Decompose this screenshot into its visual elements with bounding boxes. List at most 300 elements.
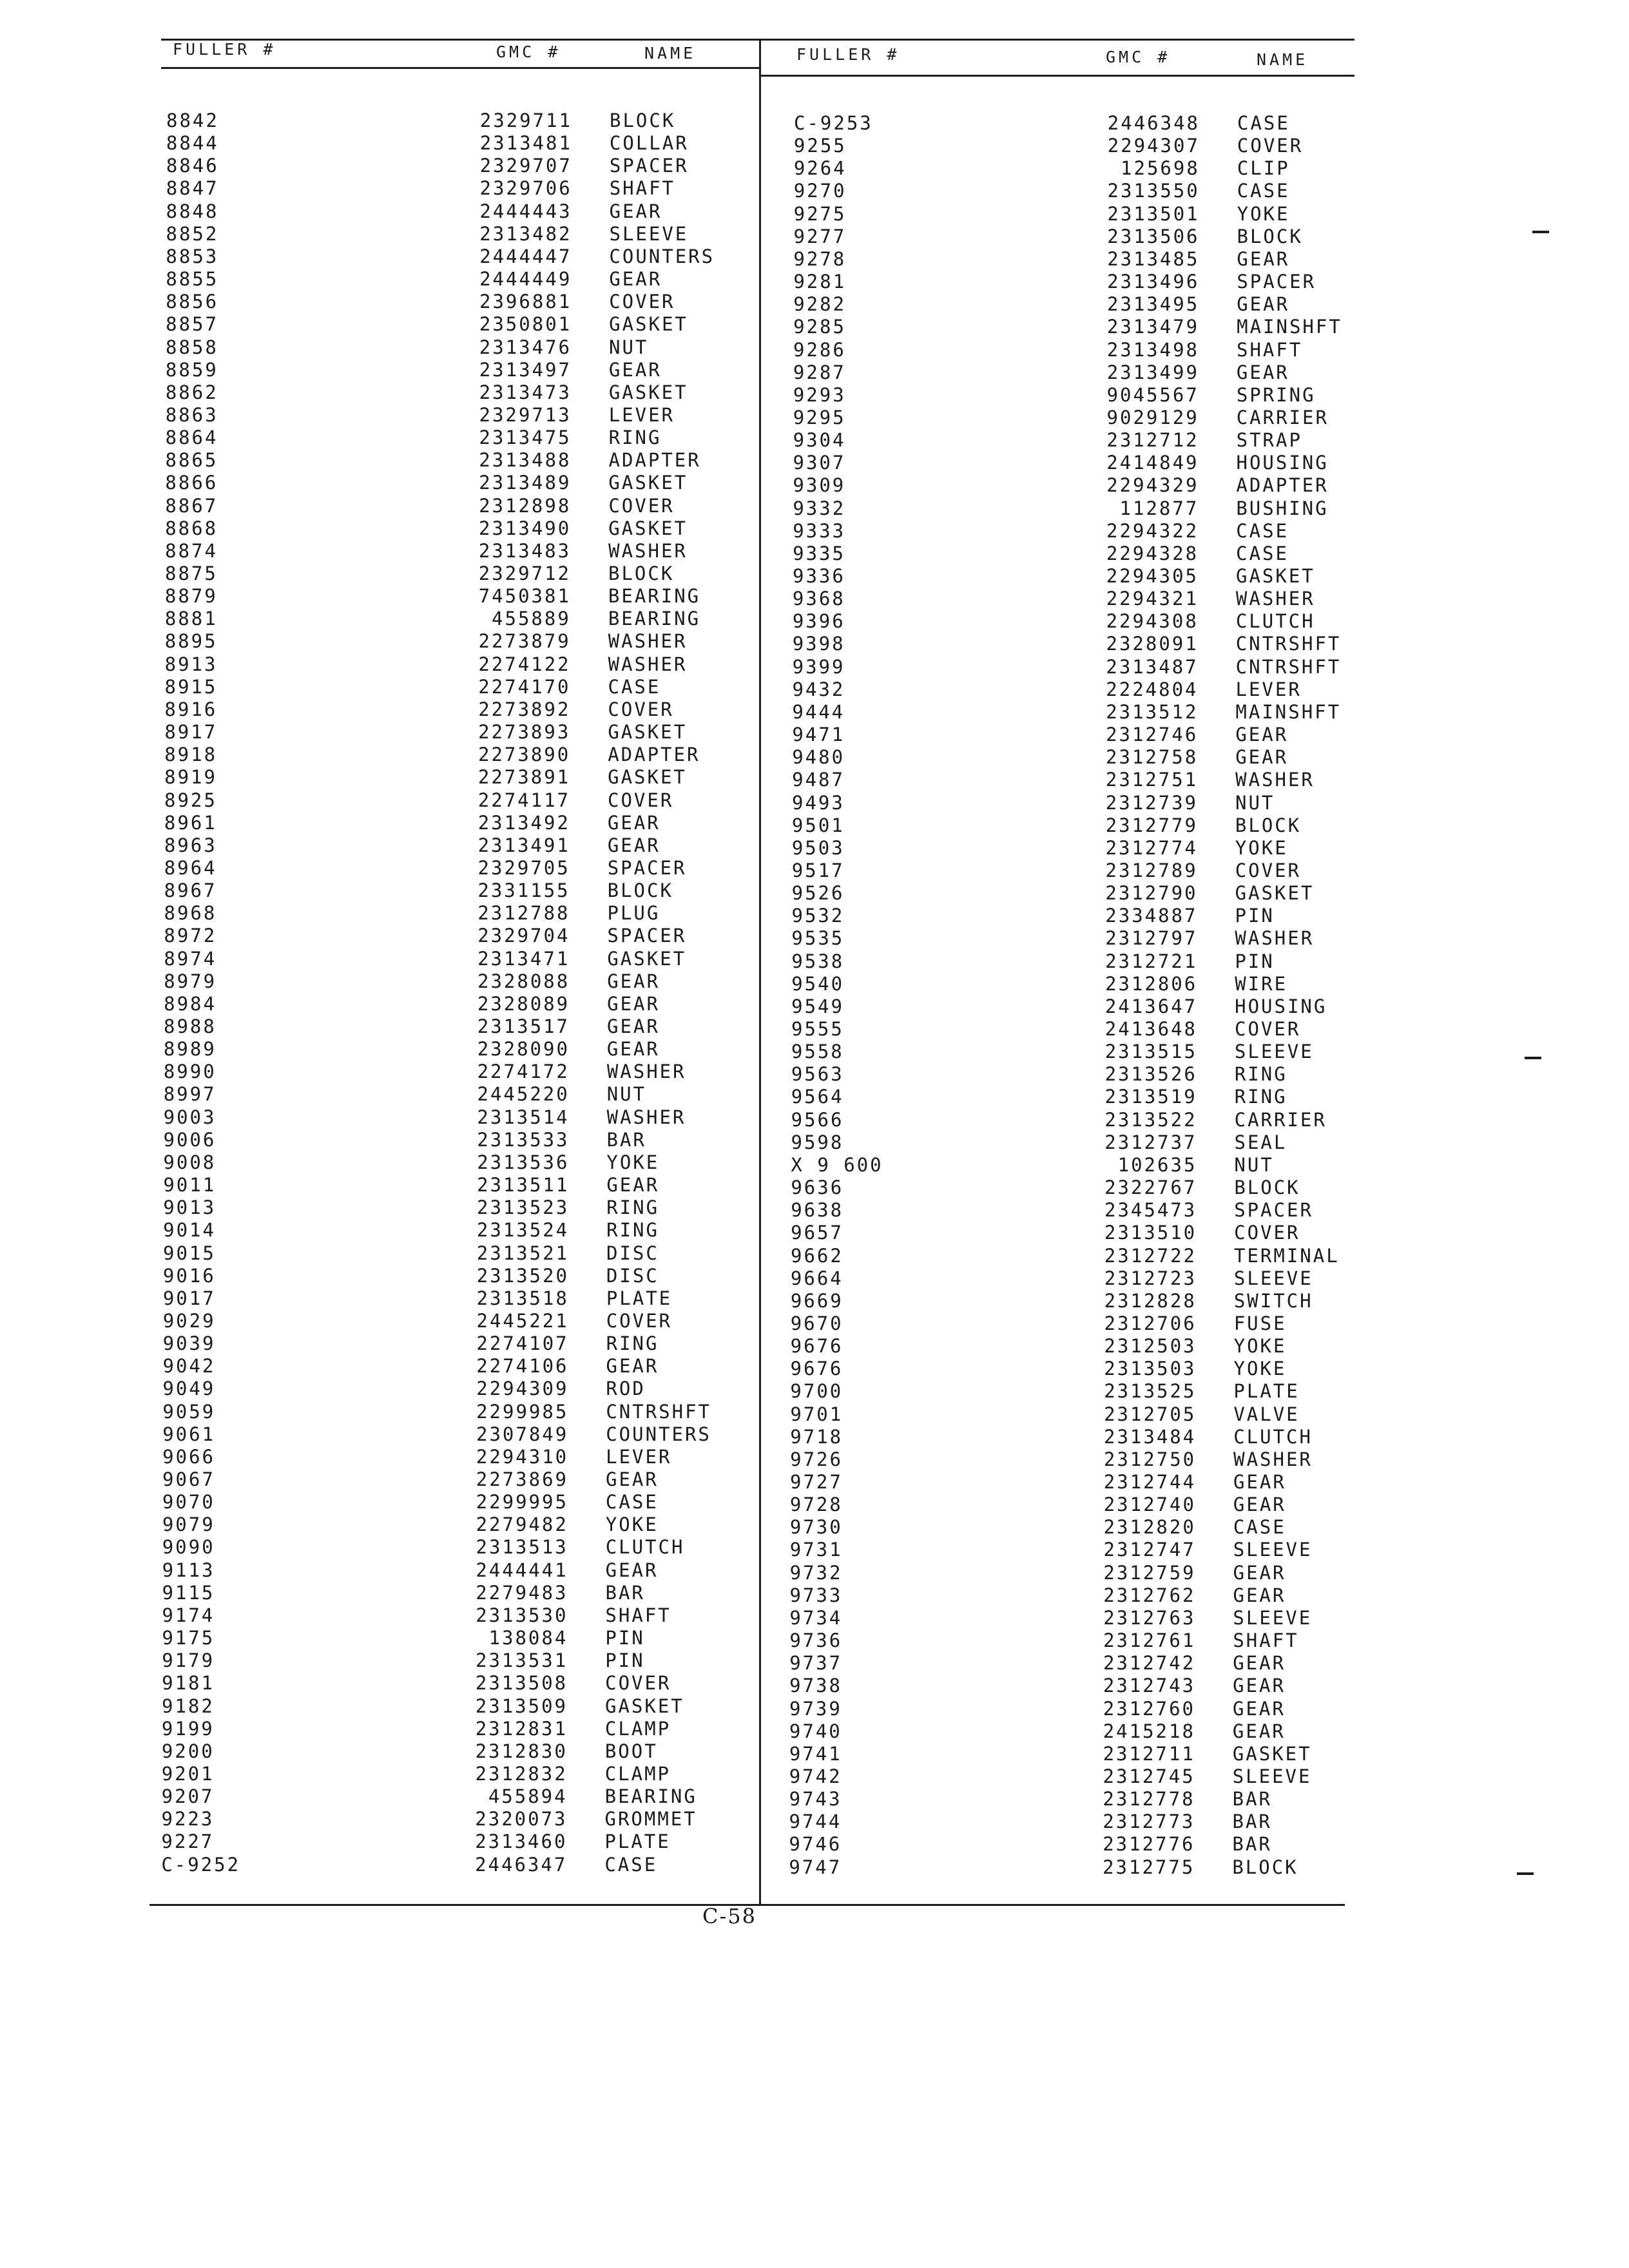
gmc-cell: 2313521 [476,1242,569,1264]
name-cell: VALVE [1233,1403,1300,1425]
name-cell: WASHER [1235,588,1315,610]
name-cell: CASE [608,675,661,698]
fuller-cell: 9061 [162,1423,216,1445]
gmc-cell: 2312761 [1103,1629,1196,1652]
name-cell: CLAMP [604,1717,671,1740]
name-cell: NUT [606,1083,647,1106]
name-cell: GASKET [608,721,688,744]
gmc-cell: 2313483 [478,539,572,562]
fuller-cell: 8868 [165,517,218,539]
fuller-cell: 8961 [164,811,217,834]
gmc-cell: 2294308 [1106,610,1199,633]
name-cell: CASE [1237,112,1290,134]
gmc-cell: 2279482 [476,1514,568,1536]
name-cell: GEAR [1235,724,1289,746]
name-cell: BAR [1232,1788,1272,1811]
gmc-cell: 2312898 [479,494,572,517]
name-cell: GEAR [606,1174,660,1196]
fuller-cell: 8875 [165,562,218,584]
fuller-cell: 8968 [164,902,217,925]
name-cell: BUSHING [1236,497,1329,519]
name-cell: SHAFT [609,177,676,200]
name-cell: ADAPTER [608,744,700,766]
fuller-cell: 9287 [793,361,846,383]
gmc-cell: 2312763 [1103,1606,1196,1629]
fuller-cell: 9598 [791,1131,844,1153]
gmc-cell: 2294309 [476,1378,569,1400]
gmc-cell: 2329704 [477,925,570,947]
gmc-cell: 2312712 [1106,429,1199,452]
gmc-cell: 2312744 [1103,1471,1196,1493]
gmc-cell: 2312759 [1103,1561,1196,1584]
fuller-cell: 9015 [163,1242,216,1264]
name-cell: GEAR [1233,1675,1286,1697]
fuller-cell: 9532 [791,905,845,927]
gmc-cell: 2345473 [1104,1199,1197,1222]
gmc-cell: 2313522 [1104,1108,1197,1131]
gmc-cell: 2274107 [476,1332,569,1355]
fuller-cell: 8858 [166,336,218,358]
fuller-cell: 9396 [792,610,845,633]
gmc-cell: 2313475 [479,427,572,449]
gmc-cell: 2273891 [477,766,571,789]
name-cell: GASKET [607,947,687,970]
fuller-cell: 8913 [164,653,218,675]
name-cell: COVER [608,698,674,720]
name-cell: CLIP [1237,157,1290,180]
fuller-cell: 9493 [792,791,845,814]
fuller-cell: 9558 [791,1041,844,1063]
fuller-cell: 9008 [163,1151,217,1173]
name-cell: WASHER [608,630,688,653]
gmc-cell: 2313523 [476,1196,570,1219]
fuller-cell: 9503 [791,836,845,859]
fuller-cell: 9743 [789,1788,842,1811]
fuller-cell: 9017 [162,1287,216,1309]
gmc-cell: 2299995 [476,1491,568,1514]
gmc-cell: 2445221 [476,1309,569,1332]
gmc-cell: 2273892 [478,698,571,720]
gmc-cell: 2328090 [477,1038,570,1061]
name-cell: CLUTCH [1235,610,1315,633]
gmc-cell: 2312743 [1103,1675,1196,1697]
fuller-cell: C-9252 [161,1853,241,1876]
gmc-cell: 2313530 [476,1604,568,1626]
gmc-cell: 2313508 [475,1672,568,1695]
fuller-cell: 9501 [791,814,845,836]
fuller-cell: 9733 [789,1584,843,1606]
fuller-cell: 8846 [166,155,219,177]
fuller-cell: 8967 [164,879,217,902]
name-cell: GEAR [1233,1471,1286,1493]
gmc-cell: 2312778 [1103,1788,1195,1811]
gmc-cell: 455894 [488,1785,568,1808]
name-cell: YOKE [605,1514,659,1536]
gmc-cell: 2312774 [1105,836,1198,859]
gmc-cell: 2328091 [1106,633,1199,655]
gmc-cell: 2294329 [1106,474,1199,497]
fuller-cell: 9042 [162,1355,216,1378]
name-cell: YOKE [1233,1358,1287,1380]
fuller-cell: 9727 [790,1471,843,1493]
gmc-cell: 2313524 [476,1219,570,1242]
gmc-cell: 2294310 [476,1445,569,1468]
column-divider [759,39,761,1904]
fuller-cell: 9638 [791,1199,844,1222]
fuller-cell: 9207 [161,1785,215,1808]
gmc-cell: 2294328 [1106,542,1199,564]
name-cell: PIN [605,1627,645,1649]
gmc-cell: 102635 [1117,1153,1197,1176]
name-cell: PIN [1235,950,1275,972]
gmc-cell: 2273893 [478,721,571,744]
gmc-cell: 2313506 [1107,225,1200,247]
fuller-cell: 9636 [791,1177,844,1199]
margin-mark [1517,1872,1534,1875]
gmc-cell: 2312806 [1104,972,1198,995]
fuller-cell: 8917 [164,721,218,744]
gmc-cell: 2294307 [1107,135,1200,157]
name-cell: WASHER [608,653,688,675]
left-header-gmc: GMC # [496,43,561,61]
gmc-cell: 2313484 [1103,1425,1197,1448]
name-cell: GASKET [1235,882,1315,905]
gmc-cell: 2294321 [1106,588,1199,610]
header-rule-right [760,75,1354,77]
gmc-cell: 2313481 [479,132,572,155]
gmc-cell: 2294305 [1106,565,1199,587]
name-cell: CNTRSHFT [1235,633,1342,655]
name-cell: SLEEVE [609,222,689,245]
name-cell: GEAR [607,811,660,834]
name-cell: CASE [1237,180,1290,202]
gmc-cell: 2313510 [1104,1222,1197,1244]
fuller-cell: 9179 [162,1649,215,1672]
name-cell: DISC [606,1264,659,1287]
name-cell: YOKE [1233,1335,1287,1358]
gmc-cell: 2312705 [1104,1403,1197,1425]
fuller-cell: 9011 [163,1174,217,1196]
name-cell: RING [1234,1063,1287,1086]
name-cell: CLUTCH [605,1536,685,1559]
page-number: C-58 [702,1904,757,1928]
name-cell: YOKE [1235,836,1288,859]
fuller-cell: 9175 [162,1627,215,1649]
fuller-cell: 8865 [165,449,218,472]
fuller-cell: 8867 [165,494,218,517]
top-rule [161,39,1354,41]
name-cell: SLEEVE [1234,1041,1314,1063]
gmc-cell: 2313550 [1107,180,1200,202]
fuller-cell: 9029 [162,1309,216,1332]
name-cell: GEAR [1233,1584,1286,1606]
fuller-cell: 9059 [162,1400,216,1423]
name-cell: BLOCK [610,110,676,131]
name-cell: BEARING [604,1785,697,1808]
gmc-cell: 2274117 [477,789,570,811]
fuller-cell: 9746 [789,1833,842,1856]
name-cell: RING [606,1196,660,1219]
gmc-cell: 2312722 [1104,1244,1197,1267]
gmc-cell: 2312503 [1104,1335,1197,1358]
margin-mark [1532,231,1549,233]
fuller-cell: 9718 [790,1425,843,1448]
name-cell: GASKET [608,766,687,789]
gmc-cell: 2312746 [1106,724,1199,746]
fuller-cell: 9670 [790,1312,843,1334]
gmc-cell: 2313492 [477,811,570,834]
gmc-cell: 2313526 [1104,1063,1197,1086]
fuller-cell: 9444 [792,700,845,723]
gmc-cell: 2329707 [479,155,572,177]
gmc-cell: 2273879 [478,630,571,653]
name-cell: BLOCK [1237,225,1303,247]
name-cell: GEAR [608,358,662,381]
name-cell: PLATE [606,1287,673,1309]
gmc-cell: 2413647 [1104,995,1198,1017]
name-cell: SLEEVE [1233,1539,1313,1561]
name-cell: SLEEVE [1232,1765,1312,1787]
fuller-cell: 9739 [789,1697,842,1720]
fuller-cell: 9563 [791,1063,844,1086]
fuller-cell: 9487 [792,769,845,791]
fuller-cell: 8916 [164,698,218,720]
gmc-cell: 2328088 [477,970,570,992]
gmc-cell: 2312739 [1105,791,1198,814]
name-cell: SPRING [1236,383,1316,406]
name-cell: BOOT [604,1740,658,1762]
gmc-cell: 2312775 [1103,1856,1195,1878]
name-cell: COVER [608,789,674,811]
gmc-cell: 2329705 [477,856,570,879]
fuller-cell: 9174 [162,1604,215,1626]
name-cell: GEAR [1233,1561,1286,1584]
name-cell: GEAR [1237,247,1290,270]
name-cell: RING [606,1332,659,1355]
name-cell: GEAR [607,970,660,992]
name-cell: RING [606,1219,659,1242]
gmc-cell: 2322767 [1104,1177,1197,1199]
gmc-cell: 138084 [488,1627,568,1649]
fuller-cell: 9014 [163,1219,216,1242]
name-cell: GEAR [1236,361,1289,383]
fuller-cell: 8859 [165,358,218,381]
gmc-cell: 2313515 [1104,1041,1197,1063]
left-header-fuller: FULLER # [173,40,276,59]
fuller-cell: 9079 [162,1514,215,1536]
name-cell: GEAR [609,200,662,222]
fuller-cell: 9278 [793,247,847,270]
gmc-cell: 2313525 [1104,1380,1197,1403]
name-cell: SPACER [1234,1199,1313,1222]
name-cell: CARRIER [1234,1108,1327,1131]
fuller-cell: 9336 [793,565,845,587]
name-cell: HOUSING [1236,452,1329,474]
name-cell: NUT [1235,791,1275,814]
name-cell: COVER [605,1672,671,1695]
gmc-cell: 2299985 [476,1400,569,1423]
fuller-cell: 9535 [791,927,845,950]
fuller-cell: 9090 [162,1536,215,1559]
fuller-cell: 8874 [165,539,218,562]
name-cell: MAINSHFT [1237,316,1342,338]
gmc-cell: 2313503 [1104,1358,1197,1380]
fuller-cell: C-9253 [794,112,873,134]
fuller-cell: 9006 [163,1128,217,1151]
gmc-cell: 2312832 [475,1762,568,1785]
gmc-cell: 2312723 [1104,1267,1197,1289]
fuller-cell: 9399 [792,655,845,678]
fuller-cell: 8853 [166,245,219,267]
name-cell: GASKET [609,313,688,336]
name-cell: PLUG [607,902,660,925]
name-cell: PLATE [604,1831,671,1853]
fuller-cell: 9307 [793,452,846,474]
name-cell: COUNTERS [609,245,715,267]
name-cell: SPACER [607,856,687,879]
gmc-cell: 2313490 [478,517,572,539]
name-cell: COUNTERS [606,1423,711,1445]
name-cell: BLOCK [1234,1177,1300,1199]
fuller-cell: 9113 [162,1559,215,1581]
fuller-cell: 8925 [164,789,217,811]
fuller-cell: 9730 [789,1516,843,1539]
fuller-cell: 9676 [790,1335,843,1358]
fuller-cell: 9517 [791,859,845,881]
fuller-cell: 8855 [166,268,219,291]
gmc-cell: 2329706 [479,177,572,200]
gmc-cell: 2313491 [477,834,570,856]
name-cell: ROD [606,1378,646,1400]
name-cell: CASE [1236,519,1289,542]
name-cell: SPACER [607,925,687,947]
name-cell: GASKET [608,472,688,494]
gmc-cell: 125698 [1121,157,1200,180]
gmc-cell: 2312779 [1105,814,1198,836]
gmc-cell: 2415218 [1103,1720,1195,1742]
fuller-cell: 9070 [162,1491,215,1514]
gmc-cell: 2313487 [1106,655,1199,678]
name-cell: RING [608,427,662,449]
name-cell: SHAFT [605,1604,671,1626]
name-cell: FUSE [1233,1312,1287,1334]
name-cell: MAINSHFT [1235,700,1342,723]
gmc-cell: 2331155 [477,879,570,902]
gmc-cell: 2313476 [479,336,572,358]
name-cell: COLLAR [609,132,689,155]
right-header-fuller: FULLER # [796,45,900,64]
fuller-cell: 8847 [166,177,219,200]
name-cell: GEAR [606,1468,659,1490]
fuller-cell: 9741 [789,1742,842,1765]
name-cell: GEAR [607,834,660,856]
gmc-cell: 2444447 [479,245,572,267]
name-cell: COVER [1234,1222,1300,1244]
gmc-cell: 2313482 [479,222,572,245]
fuller-cell: 9067 [162,1468,215,1490]
fuller-cell: 9700 [790,1380,843,1403]
gmc-cell: 2312788 [477,902,570,925]
name-cell: ADAPTER [1236,474,1329,497]
fuller-cell: 8990 [163,1061,217,1083]
gmc-cell: 2313498 [1106,338,1199,361]
fuller-cell: 9013 [163,1196,217,1219]
fuller-cell: 9182 [162,1695,215,1717]
name-cell: SLEEVE [1233,1606,1313,1629]
gmc-cell: 2313511 [477,1174,570,1196]
name-cell: BAR [1232,1833,1272,1856]
name-cell: CASE [604,1853,658,1876]
gmc-cell: 2312706 [1104,1312,1197,1334]
gmc-cell: 2313495 [1106,293,1200,316]
name-cell: YOKE [1237,202,1290,225]
name-cell: YOKE [606,1151,660,1173]
header-rule-left [161,67,760,69]
gmc-cell: 2444449 [479,268,572,291]
name-cell: CLUTCH [1233,1425,1313,1448]
fuller-cell: 9549 [791,995,844,1017]
name-cell: WASHER [606,1106,686,1128]
fuller-cell: 9740 [789,1720,842,1742]
fuller-cell: 9264 [793,157,847,180]
fuller-cell: 8984 [164,992,217,1015]
gmc-cell: 2313536 [477,1151,570,1173]
fuller-cell: 8856 [166,291,219,313]
fuller-cell: 9309 [793,474,846,497]
gmc-cell: 2312758 [1105,746,1199,769]
fuller-cell: 9368 [792,588,845,610]
name-cell: BAR [1232,1811,1272,1833]
gmc-cell: 2320073 [475,1808,568,1831]
gmc-cell: 2313479 [1106,316,1200,338]
name-cell: GEAR [607,992,660,1015]
gmc-cell: 2446348 [1107,112,1200,134]
gmc-cell: 2274122 [478,653,571,675]
gmc-cell: 2313513 [476,1536,568,1559]
name-cell: SHAFT [1233,1629,1299,1652]
fuller-cell: 9737 [789,1652,843,1675]
gmc-cell: 2313518 [476,1287,569,1309]
fuller-cell: 9270 [793,180,847,202]
gmc-cell: 2313499 [1106,361,1199,383]
fuller-cell: 9676 [790,1358,843,1380]
fuller-cell: 8915 [164,675,218,698]
fuller-cell: 8848 [166,200,219,222]
name-cell: HOUSING [1235,995,1327,1017]
fuller-cell: 9742 [789,1765,842,1787]
name-cell: BLOCK [1232,1856,1298,1878]
name-cell: LEVER [1235,678,1302,700]
name-cell: GEAR [1233,1697,1286,1720]
gmc-cell: 2312828 [1104,1289,1197,1312]
gmc-cell: 2312773 [1103,1811,1195,1833]
gmc-cell: 2350801 [479,313,572,336]
gmc-cell: 2294322 [1106,519,1199,542]
fuller-cell: 8862 [165,381,218,403]
name-cell: COVER [606,1309,673,1332]
fuller-cell: 8881 [164,608,218,630]
gmc-cell: 9045567 [1106,383,1199,406]
name-cell: GEAR [1232,1720,1286,1742]
gmc-cell: 2274106 [476,1355,569,1378]
fuller-cell: 9662 [791,1244,843,1267]
name-cell: GROMMET [604,1808,697,1831]
gmc-cell: 2313520 [476,1264,569,1287]
fuller-cell: 8842 [166,110,219,131]
gmc-cell: 2313509 [475,1695,568,1717]
name-cell: WASHER [606,1061,686,1083]
fuller-cell: X 9 600 [791,1153,883,1176]
